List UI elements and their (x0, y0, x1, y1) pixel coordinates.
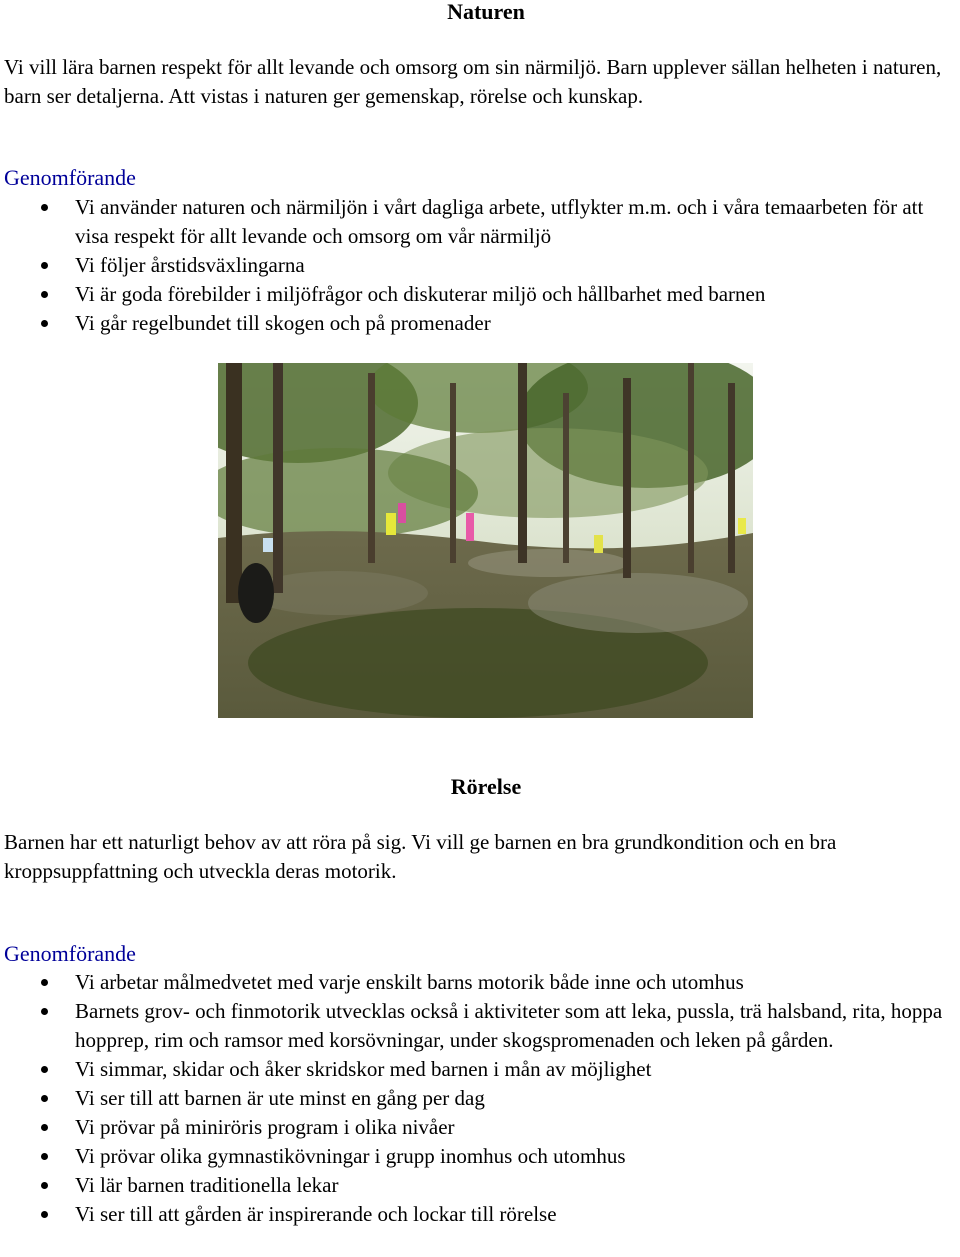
rorelse-intro: Barnen har ett naturligt behov av att röra på sig. Vi vill ge barnen en bra grundkondition och en bra kroppsuppfattning och utveckla deras motorik. (4, 830, 837, 883)
rorelse-heading: Rörelse (450, 774, 522, 799)
list-item: Vi prövar på miniröris program i olika nivåer (0, 1113, 960, 1142)
naturen-intro: Vi vill lära barnen respekt för allt levande och omsorg om sin närmiljö. Barn upplever sällan helheten i naturen, barn ser detaljerna. Att vistas i naturen ger gemenskap, rörelse och kunskap. (4, 55, 942, 108)
rorelse-bullet-list (0, 968, 960, 1229)
rorelse-subheading: Genomförande (4, 941, 136, 966)
naturen-subheading: Genomförande (4, 165, 136, 190)
list-item: Vi lär barnen traditionella lekar (0, 1171, 960, 1200)
forest-photo (218, 363, 753, 718)
list-item: Vi arbetar målmedvetet med varje enskilt barns motorik både inne och utomhus (0, 968, 960, 997)
list-item: Vi simmar, skidar och åker skridskor med barnen i mån av möjlighet (0, 1055, 960, 1084)
list-item: Vi följer årstidsväxlingarna (0, 251, 960, 280)
list-item: Vi är goda förebilder i miljöfrågor och diskuterar miljö och hållbarhet med barnen (0, 280, 960, 309)
list-item: Vi använder naturen och närmiljön i vårt dagliga arbete, utflykter m.m. och i våra temaarbeten för att visa respekt för allt levande och omsorg om vår närmiljö (0, 193, 960, 251)
list-item: Vi ser till att gården är inspirerande och lockar till rörelse (0, 1200, 960, 1229)
list-item: Vi går regelbundet till skogen och på promenader (0, 309, 960, 338)
list-item: Barnets grov- och finmotorik utvecklas också i aktiviteter som att leka, pussla, trä halsband, rita, hoppa hopprep, rim och ramsor med korsövningar, under skogspromenaden och leken på gården. (0, 997, 960, 1055)
naturen-heading: Naturen (447, 0, 525, 24)
list-item: Vi ser till att barnen är ute minst en gång per dag (0, 1084, 960, 1113)
list-item: Vi prövar olika gymnastikövningar i grupp inomhus och utomhus (0, 1142, 960, 1171)
naturen-bullet-list (0, 193, 960, 338)
